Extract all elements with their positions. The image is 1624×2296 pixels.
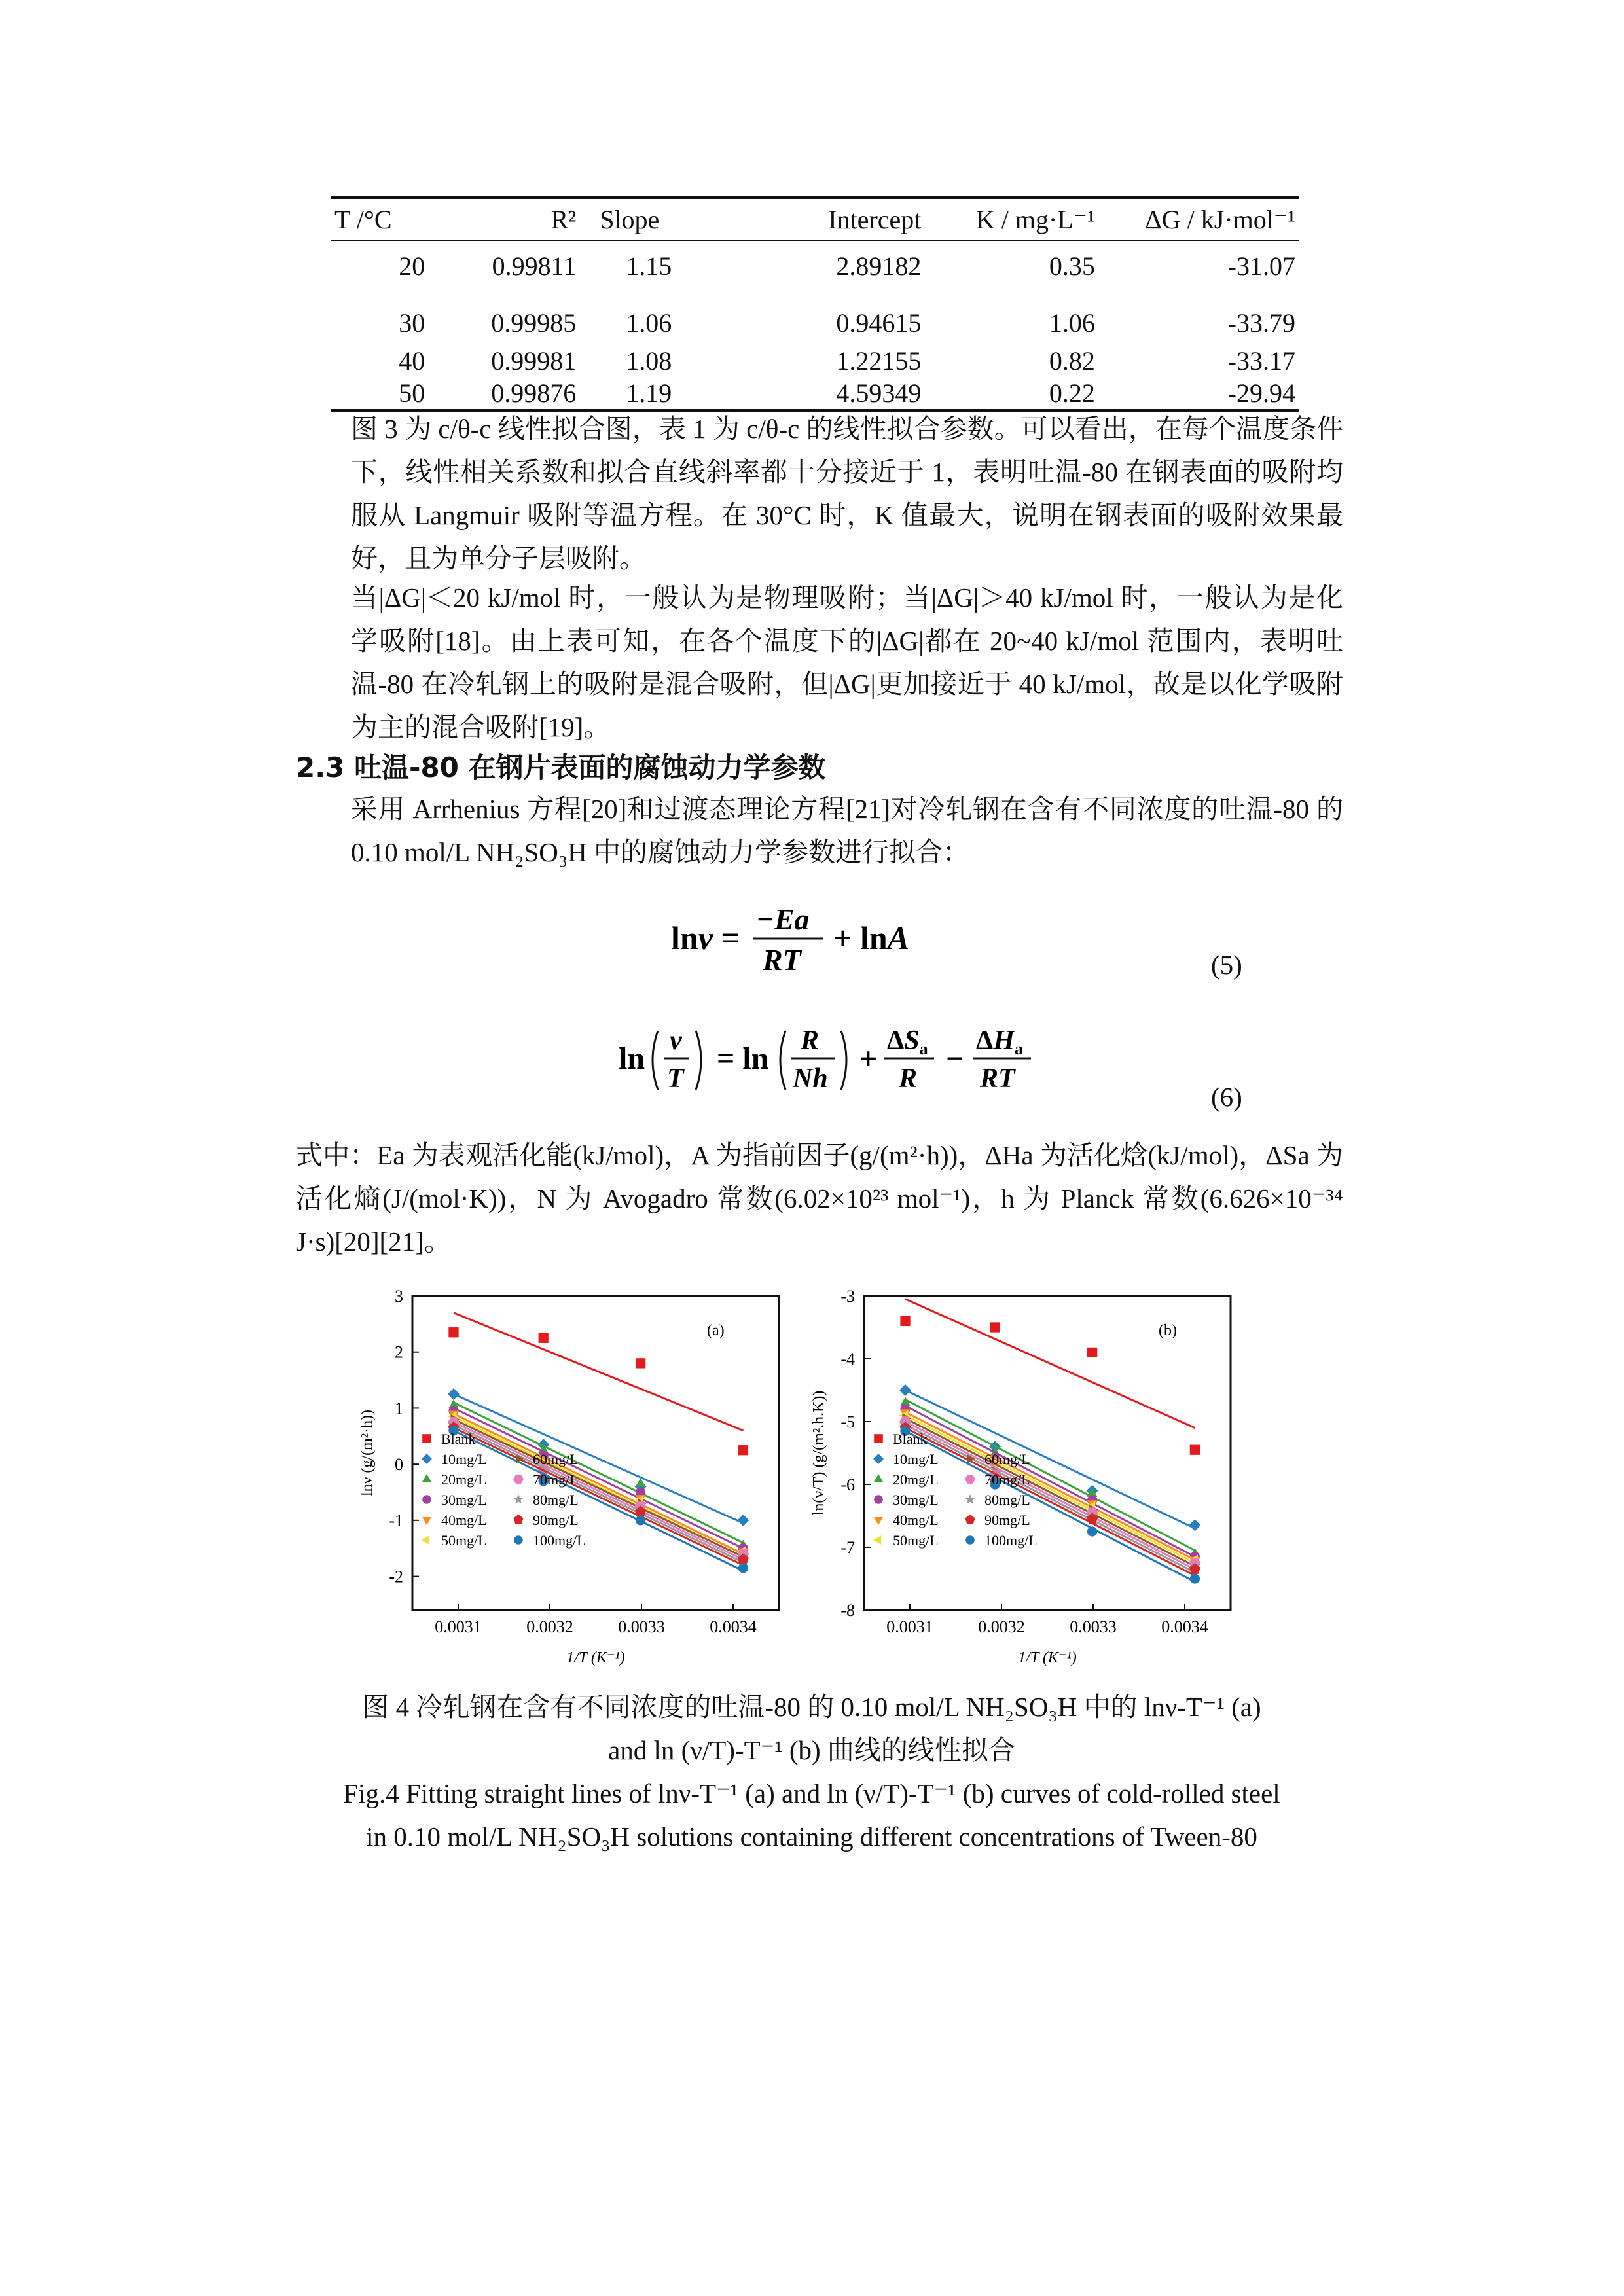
legend-marker (513, 1515, 523, 1524)
fit-line (454, 1408, 743, 1548)
fit-line (905, 1422, 1195, 1570)
legend-label: Blank (893, 1431, 928, 1447)
series-30mg/L (448, 1406, 748, 1553)
svg-text:Nh: Nh (793, 1064, 828, 1094)
y-tick-label: -2 (389, 1567, 403, 1587)
legend-label: 80mg/L (533, 1492, 579, 1508)
legend-label: 50mg/L (893, 1532, 939, 1549)
y-tick-label: -4 (840, 1350, 855, 1369)
figure-caption-cn-line2: and ln (ν/T)-T⁻¹ (b) 曲线的线性拟合 (608, 1735, 1015, 1765)
table-row (331, 376, 1299, 410)
fit-line (905, 1428, 1195, 1576)
legend-label: 10mg/L (893, 1451, 939, 1467)
paragraph-kinetics-intro (296, 787, 1343, 874)
legend-marker (513, 1494, 523, 1504)
legend-item (874, 1431, 927, 1447)
svg-text:lnν =: lnν = (671, 920, 740, 956)
data-point (737, 1515, 749, 1526)
x-tick-label: 0.0033 (618, 1617, 665, 1636)
svg-text:v: v (670, 1026, 682, 1056)
legend-item (965, 1492, 1030, 1508)
y-tick-label: -3 (840, 1287, 855, 1306)
legend-marker (965, 1475, 975, 1484)
legend-item (422, 1471, 487, 1488)
x-tick-label: 0.0032 (526, 1617, 573, 1636)
series-40mg/L (448, 1411, 748, 1558)
data-point (1189, 1519, 1200, 1531)
legend-item (513, 1471, 579, 1488)
data-point (1087, 1526, 1097, 1536)
series-20mg/L (448, 1399, 748, 1549)
legend-marker (873, 1454, 884, 1464)
y-tick-label: 3 (395, 1287, 403, 1306)
col-header-k: K / mg·L⁻¹ (975, 204, 1095, 234)
x-tick-label: 0.0033 (1070, 1617, 1117, 1636)
paragraph-adsorption-type (296, 576, 1343, 749)
fit-line (454, 1422, 743, 1560)
series-10mg/L (448, 1388, 749, 1526)
legend-label: 60mg/L (984, 1451, 1030, 1467)
fit-line (454, 1414, 743, 1554)
y-tick-label: -7 (840, 1538, 855, 1557)
svg-text:−Ea: −Ea (756, 903, 810, 936)
cell-slope: 1.06 (626, 308, 672, 338)
cell-intercept: 1.22155 (836, 346, 922, 376)
y-axis-label: lnν (g/(m²·h)) (359, 1409, 376, 1497)
series-100mg/L (900, 1426, 1200, 1584)
equation-number-5: (5) (1211, 950, 1242, 980)
legend-marker (513, 1475, 524, 1484)
cell-k: 0.82 (1049, 346, 1095, 376)
data-point (900, 1316, 910, 1326)
legend-item (873, 1532, 939, 1549)
legend-item (422, 1492, 486, 1508)
legend-marker (874, 1474, 883, 1482)
paragraph-symbols (296, 1134, 1343, 1263)
x-tick-label: 0.0034 (710, 1617, 757, 1636)
legend-item (513, 1512, 578, 1528)
legend-marker (422, 1535, 429, 1545)
panel-label: (b) (1159, 1322, 1177, 1339)
legend-item (514, 1532, 585, 1549)
fit-line (454, 1420, 743, 1557)
col-header-intercept: Intercept (828, 204, 922, 234)
equation-arrhenius (671, 897, 946, 990)
legend-label: 50mg/L (441, 1532, 487, 1549)
cell-temp: 30 (399, 308, 425, 338)
legend-item (874, 1492, 938, 1508)
fit-line (454, 1431, 743, 1571)
legend-label: 30mg/L (441, 1492, 487, 1508)
cell-intercept: 0.94615 (836, 308, 922, 338)
fit-line (905, 1431, 1195, 1581)
paragraph-text: 当|ΔG|＜20 kJ/mol 时，一般认为是物理吸附；当|ΔG|＞40 kJ/mol 时，一般认为是化学吸附[18]。由上表可知，在各个温度下的|ΔG|都在 20~40 kJ/mol 范围内，表明吐温-80 在冷轧钢上的吸附是混合吸附，但|ΔG|更加接近于 40 kJ/mol，故是以化学吸附为主的混合吸附[19]。 (351, 583, 1343, 742)
legend-marker (965, 1494, 975, 1504)
legend-label: 10mg/L (441, 1451, 487, 1467)
equation-number-6: (6) (1211, 1082, 1242, 1112)
legend-item (422, 1512, 487, 1528)
fit-line (454, 1403, 743, 1543)
y-tick-label: -6 (840, 1475, 855, 1494)
legend-label: 30mg/L (893, 1492, 939, 1508)
cell-slope: 1.08 (626, 346, 672, 376)
data-point (539, 1333, 549, 1343)
series-10mg/L (899, 1384, 1200, 1531)
equation-eyring-svg (619, 1011, 1064, 1109)
series-30mg/L (900, 1404, 1200, 1562)
legend-marker (422, 1454, 432, 1464)
cell-slope: 1.19 (626, 378, 672, 408)
data-point (636, 1515, 645, 1525)
series-50mg/L (899, 1410, 1198, 1565)
legend-item (422, 1451, 487, 1467)
legend-marker (422, 1474, 431, 1482)
legend-item (874, 1471, 939, 1488)
legend-label: 20mg/L (441, 1471, 487, 1488)
legend-label: 70mg/L (984, 1471, 1030, 1488)
cell-r2: 0.99985 (491, 308, 577, 338)
data-point (738, 1563, 748, 1573)
cell-r2: 0.99876 (491, 378, 577, 408)
equation-eyring (619, 1011, 1064, 1117)
legend-label: 40mg/L (441, 1512, 487, 1528)
cell-intercept: 4.59349 (836, 378, 922, 408)
legend-marker (874, 1495, 883, 1504)
table-row (331, 291, 1299, 338)
legend-marker (965, 1535, 975, 1545)
figure-caption-en-line2: in 0.10 mol/L NH₂SO₃H solutions containing different concentrations of Tween-80 (366, 1821, 1257, 1852)
legend-marker (514, 1535, 523, 1545)
legend-item (422, 1532, 487, 1549)
fit-line (905, 1406, 1195, 1556)
data-point (738, 1445, 748, 1455)
legend-label: 90mg/L (533, 1512, 579, 1528)
cell-temp: 50 (399, 378, 425, 408)
x-axis-label: 1/T (K⁻¹) (566, 1649, 625, 1666)
data-point (448, 1327, 458, 1337)
table-header-row (331, 198, 1299, 240)
fit-line (454, 1425, 743, 1562)
legend-item (965, 1532, 1037, 1549)
cell-dg: -29.94 (1227, 378, 1295, 408)
fit-line (905, 1412, 1195, 1560)
y-tick-label: 1 (395, 1399, 403, 1418)
paragraph-text: 图 3 为 c/θ-c 线性拟合图，表 1 为 c/θ-c 的线性拟合参数。可以看出，在每个温度条件下，线性相关系数和拟合直线斜率都十分接近于 1，表明吐温-80 在钢表面的吸附均服从 Langmuir 吸附等温方程。在 30°C 时，K 值最大，说明在钢表面的吸附效果最好，且为单分子层吸附。 (351, 414, 1343, 573)
fit-line (905, 1425, 1195, 1573)
fit-line (905, 1418, 1195, 1566)
svg-text:= ln: = ln (717, 1041, 769, 1076)
chart-panel-a (353, 1276, 812, 1669)
thermo-params-table (331, 196, 1299, 412)
col-header-dg: ΔG / kJ·mol⁻¹ (1145, 204, 1295, 234)
cell-k: 0.35 (1049, 251, 1095, 281)
legend-item (873, 1451, 939, 1467)
legend-label: Blank (441, 1431, 476, 1447)
svg-text:R: R (899, 1064, 918, 1094)
cell-r2: 0.99981 (491, 346, 577, 376)
cell-dg: -33.17 (1227, 346, 1295, 376)
fit-line (905, 1415, 1195, 1563)
legend-marker (422, 1517, 431, 1525)
legend-item (874, 1512, 939, 1528)
legend-label: 70mg/L (533, 1471, 579, 1488)
chart-panel-b (805, 1276, 1263, 1669)
svg-text:ΔHa: ΔHa (976, 1026, 1024, 1058)
svg-text:RT: RT (763, 943, 801, 977)
x-tick-label: 0.0034 (1161, 1617, 1208, 1636)
legend-label: 90mg/L (984, 1512, 1030, 1528)
legend-marker (874, 1517, 883, 1525)
paragraph-langmuir (296, 407, 1343, 580)
legend-label: 100mg/L (984, 1532, 1038, 1549)
svg-text:RT: RT (980, 1064, 1015, 1094)
figure-caption-en-line1: Fig.4 Fitting straight lines of lnν-T⁻¹ (a) and ln (ν/T)-T⁻¹ (b) curves of cold-rolled steel (343, 1778, 1280, 1808)
legend-label: 60mg/L (533, 1451, 579, 1467)
equation-arrhenius-svg (671, 897, 946, 982)
legend-label: 20mg/L (893, 1471, 939, 1488)
svg-text:+: + (859, 1041, 878, 1076)
legend-marker (873, 1535, 881, 1545)
cell-dg: -33.79 (1227, 308, 1295, 338)
data-point (990, 1322, 1000, 1332)
y-tick-label: 0 (395, 1455, 403, 1475)
x-axis-label: 1/T (K⁻¹) (1018, 1649, 1077, 1666)
cell-temp: 20 (399, 251, 425, 281)
svg-text:T: T (667, 1064, 684, 1094)
legend-item (513, 1492, 578, 1508)
legend-marker (874, 1434, 883, 1443)
table-row (331, 240, 1299, 291)
legend-marker (422, 1495, 431, 1504)
legend-item (965, 1512, 1030, 1528)
cell-dg: -31.07 (1227, 251, 1295, 281)
svg-text:ln: ln (619, 1041, 645, 1076)
x-tick-label: 0.0032 (978, 1617, 1025, 1636)
fit-line (905, 1399, 1195, 1550)
y-tick-label: -8 (840, 1601, 855, 1620)
legend-marker (965, 1515, 975, 1524)
section-heading: 2.3 吐温-80 在钢片表面的腐蚀动力学参数 (296, 751, 826, 783)
cell-k: 0.22 (1049, 378, 1095, 408)
data-point (448, 1388, 460, 1400)
data-point (1190, 1573, 1200, 1583)
y-tick-label: -1 (389, 1511, 403, 1530)
col-header-slope: Slope (600, 204, 660, 234)
col-header-r2: R² (550, 204, 577, 234)
cell-k: 1.06 (1049, 308, 1095, 338)
fit-line (454, 1427, 743, 1565)
data-point (1087, 1348, 1097, 1357)
legend-item (422, 1431, 475, 1447)
paragraph-text: 式中：Ea 为表观活化能(kJ/mol)，A 为指前因子(g/(m²·h))，ΔHa 为活化焓(kJ/mol)，ΔSa 为活化熵(J/(mol·K))，N 为 Avogadro 常数(6.02×10²³ mol⁻¹)，h 为 Planck 常数(6.626×10⁻³⁴ J·s)[20][21]。 (296, 1140, 1343, 1257)
legend-item (965, 1471, 1030, 1488)
data-point (899, 1384, 911, 1396)
legend-label: 80mg/L (984, 1492, 1030, 1508)
x-tick-label: 0.0031 (886, 1617, 933, 1636)
svg-text:ΔSa: ΔSa (887, 1026, 928, 1058)
legend-label: 100mg/L (533, 1532, 586, 1549)
legend-marker (422, 1434, 431, 1443)
data-point (1190, 1445, 1200, 1455)
panel-label: (a) (707, 1322, 725, 1339)
paragraph-text: 采用 Arrhenius 方程[20]和过渡态理论方程[21]对冷轧钢在含有不同浓度的吐温-80 的 0.10 mol/L NH₂SO₃H 中的腐蚀动力学参数进行拟合： (351, 794, 1343, 867)
fit-line (905, 1299, 1195, 1428)
y-axis-label: ln(ν/T) (g/(m².h.K)) (810, 1390, 827, 1516)
figure-caption-cn-line1: 图 4 冷轧钢在含有不同浓度的吐温-80 的 0.10 mol/L NH₂SO₃H 中的 lnν-T⁻¹ (a) (362, 1692, 1261, 1722)
y-tick-label: 2 (395, 1342, 403, 1362)
table-row (331, 338, 1299, 376)
x-tick-label: 0.0031 (435, 1617, 482, 1636)
svg-text:+ lnA: + lnA (833, 920, 910, 956)
data-point (636, 1358, 645, 1368)
svg-text:−: − (946, 1041, 964, 1076)
svg-text:R: R (801, 1026, 820, 1056)
cell-slope: 1.15 (626, 251, 672, 281)
col-header-temp: T /°C (334, 204, 392, 234)
series-20mg/L (900, 1397, 1200, 1556)
cell-r2: 0.99811 (492, 251, 577, 281)
fit-line (905, 1390, 1195, 1528)
cell-temp: 40 (399, 346, 425, 376)
cell-intercept: 2.89182 (836, 251, 922, 281)
legend-label: 40mg/L (893, 1512, 939, 1528)
y-tick-label: -5 (840, 1412, 855, 1431)
